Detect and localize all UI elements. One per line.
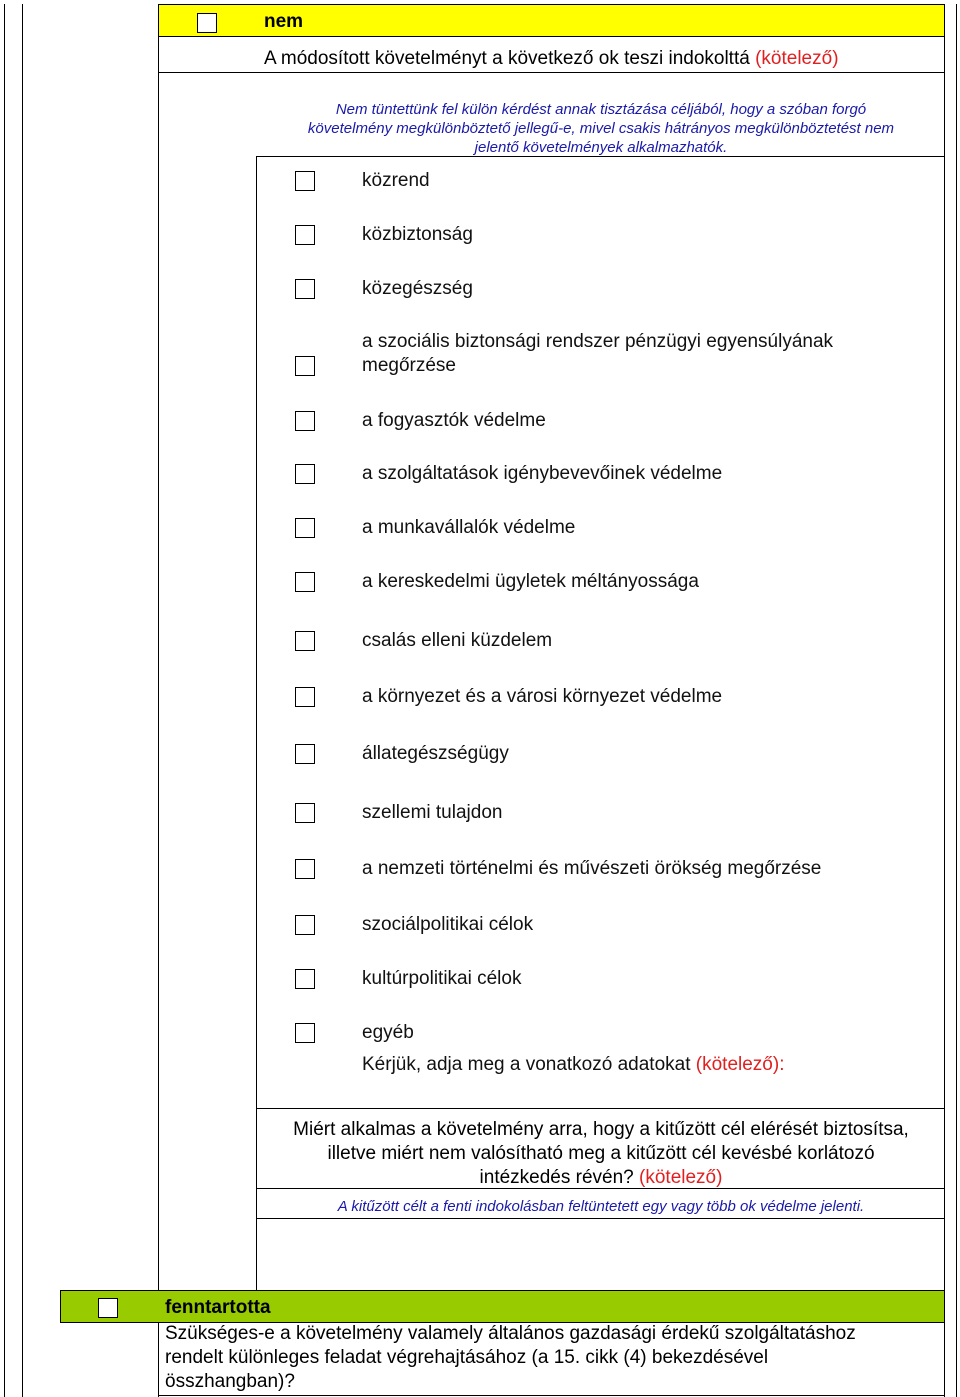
required-marker: (kötelező): bbox=[695, 1054, 785, 1075]
reason-label-continued: megőrzése bbox=[362, 355, 456, 376]
sub-table-left-border bbox=[256, 156, 257, 1291]
reason-label: a nemzeti történelmi és művészeti örökség megőrzése bbox=[362, 858, 822, 879]
row-separator bbox=[158, 72, 945, 73]
suitability-question bbox=[258, 1118, 944, 1190]
reason-checkbox-kornyezet[interactable] bbox=[295, 687, 315, 707]
reason-checkbox-szocialis-biztonsag[interactable] bbox=[295, 356, 315, 376]
reason-label: szociálpolitikai célok bbox=[362, 914, 534, 935]
required-marker: (kötelező) bbox=[755, 48, 839, 69]
reason-checkbox-kereskedelmi[interactable] bbox=[295, 572, 315, 592]
row-separator bbox=[60, 1290, 945, 1291]
reason-label: közbiztonság bbox=[362, 224, 473, 245]
row-separator bbox=[256, 1218, 945, 1219]
reason-label: közrend bbox=[362, 170, 430, 191]
green-band-left-border bbox=[60, 1290, 61, 1323]
sgei-question-line: Szükséges-e a követelmény valamely általános gazdasági érdekű szolgáltatáshoz bbox=[165, 1323, 856, 1344]
reason-label: a környezet és a városi környezet védelme bbox=[362, 686, 723, 707]
reason-checkbox-munkavallalok[interactable] bbox=[295, 518, 315, 538]
suitability-line-text: intézkedés révén? bbox=[479, 1167, 634, 1188]
reason-label: a munkavállalók védelme bbox=[362, 517, 576, 538]
reason-label: állategészségügy bbox=[362, 743, 509, 764]
reason-checkbox-orokseg[interactable] bbox=[295, 859, 315, 879]
reason-checkbox-kulturpolitikai[interactable] bbox=[295, 969, 315, 989]
nem-label: nem bbox=[264, 11, 304, 32]
band-left-border bbox=[158, 4, 159, 1290]
reason-checkbox-szolgaltatasok[interactable] bbox=[295, 464, 315, 484]
bottom-line bbox=[158, 1395, 945, 1396]
reason-checkbox-kozrend[interactable] bbox=[295, 171, 315, 191]
reason-note-line: követelmény megkülönböztető jellegű-e, mivel csakis hátrányos megkülönböztetést nem bbox=[307, 120, 895, 137]
reason-label: kultúrpolitikai célok bbox=[362, 968, 522, 989]
reason-label: egyéb bbox=[362, 1022, 414, 1043]
other-details-text: Kérjük, adja meg a vonatkozó adatokat bbox=[362, 1054, 691, 1075]
reason-note-line: jelentő követelmények alkalmazhatók. bbox=[474, 139, 728, 156]
reason-checkbox-csalas[interactable] bbox=[295, 631, 315, 651]
reason-question-text: A módosított követelményt a következő ok teszi indokolttá bbox=[264, 48, 750, 69]
reason-checkbox-allategeszsegugy[interactable] bbox=[295, 744, 315, 764]
outer-left-border bbox=[4, 4, 5, 1397]
reason-label: a fogyasztók védelme bbox=[362, 410, 546, 431]
suitability-line: illetve miért nem valósítható meg a kitűzött cél kevésbé korlátozó bbox=[327, 1143, 875, 1164]
reason-label: csalás elleni küzdelem bbox=[362, 630, 553, 651]
outer-right-border bbox=[956, 4, 957, 1397]
reason-note-line: Nem tüntettünk fel külön kérdést annak tisztázása céljából, hogy a szóban forgó bbox=[335, 101, 867, 118]
reason-label: közegészség bbox=[362, 278, 473, 299]
sgei-question bbox=[165, 1322, 856, 1394]
row-separator bbox=[256, 1108, 945, 1109]
reason-checkbox-szocialpolitikai[interactable] bbox=[295, 915, 315, 935]
sgei-question-line: összhangban)? bbox=[165, 1371, 295, 1392]
row-separator bbox=[158, 36, 945, 37]
required-marker: (kötelező) bbox=[639, 1167, 723, 1188]
reason-checkbox-kozegeszseg[interactable] bbox=[295, 279, 315, 299]
reason-checkbox-egyeb[interactable] bbox=[295, 1023, 315, 1043]
other-details-prompt bbox=[362, 1054, 784, 1076]
sgei-question-line: rendelt különleges feladat végrehajtásához (a 15. cikk (4) bekezdésével bbox=[165, 1347, 769, 1368]
fenntartotta-label: fenntartotta bbox=[165, 1297, 271, 1318]
nem-checkbox[interactable] bbox=[197, 13, 217, 33]
inner-left-border bbox=[22, 4, 23, 1397]
reason-note bbox=[258, 100, 944, 157]
reason-label: a kereskedelmi ügyletek méltányossága bbox=[362, 571, 699, 592]
reason-label: a szolgáltatások igénybevevőinek védelme bbox=[362, 463, 723, 484]
reason-label: a szociális biztonsági rendszer pénzügyi egyensúlyának bbox=[362, 331, 834, 352]
reason-checkbox-fogyasztok[interactable] bbox=[295, 411, 315, 431]
suitability-note: A kitűzött célt a fenti indokolásban feltüntetett egy vagy több ok védelme jelenti. bbox=[337, 1198, 865, 1215]
reason-checkbox-kozbiztonsag[interactable] bbox=[295, 225, 315, 245]
suitability-line-last bbox=[258, 1166, 944, 1190]
fenntartotta-checkbox[interactable] bbox=[98, 1298, 118, 1318]
reason-label: szellemi tulajdon bbox=[362, 802, 503, 823]
suitability-line: Miért alkalmas a követelmény arra, hogy a kitűzött cél elérését biztosítsa, bbox=[293, 1119, 909, 1140]
reason-checkbox-szellemi-tulajdon[interactable] bbox=[295, 803, 315, 823]
bottom-question-left-border bbox=[158, 1322, 159, 1397]
reason-question bbox=[264, 48, 839, 70]
frame-top-line bbox=[158, 4, 945, 5]
